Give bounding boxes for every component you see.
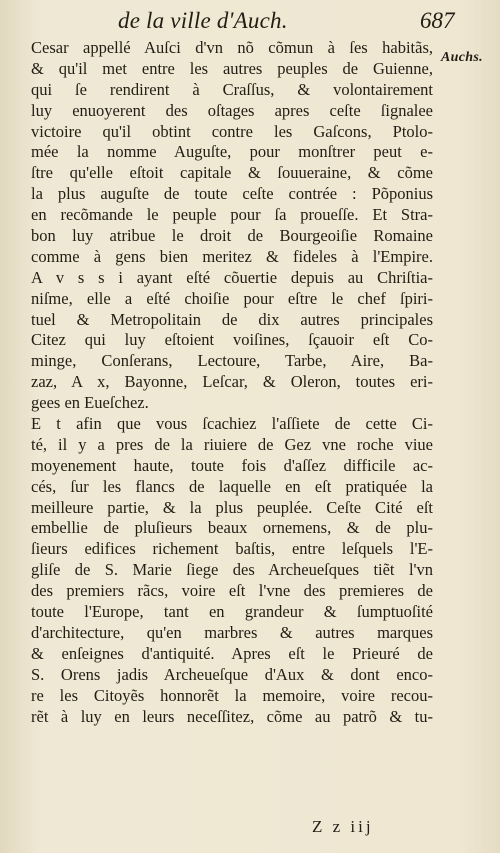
text-line: mée la nomme Auguſte, pour monſtrer peut e- — [31, 142, 433, 162]
text-line: gees en Eueſchez. — [31, 393, 149, 413]
text-line: bon luy atribue le droit de Bourgeoiſie Romaine — [31, 226, 433, 246]
text-line: & enſeignes d'antiquité. Apres eſt le Prieuré de — [31, 643, 433, 663]
text-line: victoire qu'il obtint contre les Gaſcons, Ptolo- — [31, 121, 433, 141]
text-line: comme à gens bien meritez & fideles à l'Empire. — [31, 246, 433, 266]
text-line: té, il y a pres de la riuiere de Gez vne roche viue — [31, 434, 433, 454]
text-line: Citez qui luy eſtoient voiſines, ſçauoir eſt Co- — [31, 330, 433, 350]
text-line: & qu'il met entre les autres peuples de Guienne, — [31, 58, 433, 78]
page-number: 687 — [420, 8, 455, 33]
text-line: ſieurs edifices richement baſtis, entre leſquels l'E- — [31, 539, 433, 559]
text-line: re les Citoyẽs honnorẽt la memoire, voire recou- — [31, 685, 433, 705]
body-text — [31, 38, 433, 727]
text-line: ſtre qu'elle eſtoit capitale & ſouueraine, & cõme — [31, 163, 433, 183]
text-line: cés, ſur les flancs de laquelle en eſt pratiquée la — [31, 476, 433, 496]
running-title: de la ville d'Auch. — [118, 8, 288, 33]
text-line: S. Orens jadis Archeueſque d'Aux & dont enco- — [31, 664, 433, 684]
text-line: en recõmande le peuple pour ſa proueſſe. Et Stra- — [31, 205, 433, 225]
text-line: rẽt à luy en leurs neceſſitez, cõme au patrõ & tu- — [31, 706, 433, 726]
page-header — [0, 6, 500, 40]
text-line: A v s s i ayant eſté cõuertie depuis au Chriſtia- — [31, 267, 433, 287]
text-line: embellie de pluſieurs beaux ornemens, & de plu- — [31, 518, 433, 538]
text-line: minge, Conſerans, Lectoure, Tarbe, Aire, Ba- — [31, 351, 433, 371]
text-line: meilleure partie, & la plus peuplée. Ceſte Cité eſt — [31, 497, 433, 517]
margin-note: Auchs. — [441, 50, 483, 65]
text-line: niſme, elle a eſté choiſie pour eſtre le chef ſpiri- — [31, 288, 433, 308]
text-line: des premiers rãcs, voire eſt l'vne des premieres de — [31, 581, 433, 601]
text-line: d'architecture, qu'en marbres & autres marques — [31, 622, 433, 642]
text-line: moyenement haute, toute fois d'aſſez difficile ac- — [31, 455, 433, 475]
text-line: qui ſe rendirent à Craſſus, & volontairement — [31, 79, 433, 99]
text-line: toute l'Europe, tant en grandeur & ſumptuoſité — [31, 602, 433, 622]
text-line: la plus auguſte de toute ceſte contrée : Põponius — [31, 184, 433, 204]
text-line: luy enuoyerent des oſtages apres ceſte ſignalee — [31, 100, 433, 120]
text-line: tuel & Metropolitain de dix autres principales — [31, 309, 433, 329]
text-line: zaz, A x, Bayonne, Leſcar, & Oleron, toutes eri- — [31, 372, 433, 392]
text-line: E t afin que vous ſcachiez l'aſſiete de cette Ci- — [31, 414, 433, 434]
text-line: Cesar appellé Auſci d'vn nõ cõmun à ſes habitãs, — [31, 38, 433, 57]
text-line: gliſe de S. Marie ſiege des Archeueſques tiẽt l'vn — [31, 560, 433, 580]
signature-mark: Z z iij — [312, 817, 374, 836]
